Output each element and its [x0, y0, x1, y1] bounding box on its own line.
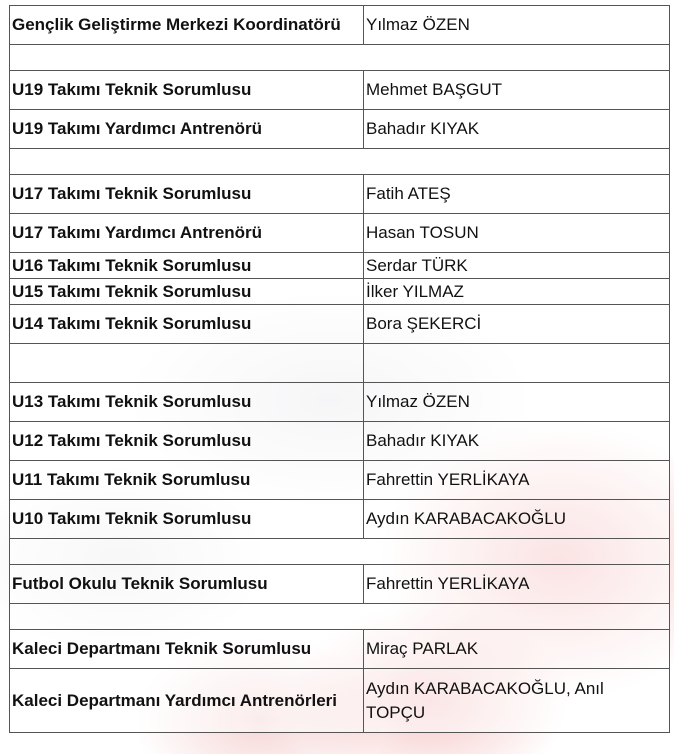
table-row [10, 461, 670, 500]
spacer-cell [10, 45, 670, 71]
spacer-cell [10, 344, 364, 383]
table-row [10, 383, 670, 422]
spacer-cell [364, 344, 670, 383]
name-cell: Yılmaz ÖZEN [364, 6, 670, 45]
role-cell: Futbol Okulu Teknik Sorumlusu [10, 565, 364, 604]
role-cell: Gençlik Geliştirme Merkezi Koordinatörü [10, 6, 364, 45]
role-cell: U17 Takımı Yardımcı Antrenörü [10, 214, 364, 253]
table-row [10, 110, 670, 149]
role-cell: U12 Takımı Teknik Sorumlusu [10, 422, 364, 461]
name-cell: Yılmaz ÖZEN [364, 383, 670, 422]
name-cell: Miraç PARLAK [364, 630, 670, 669]
spacer-row [10, 604, 670, 630]
table-row [10, 422, 670, 461]
spacer-cell [10, 539, 670, 565]
table-row [10, 175, 670, 214]
name-cell: Aydın KARABACAKOĞLU [364, 500, 670, 539]
spacer-cell [10, 604, 670, 630]
name-cell: Mehmet BAŞGUT [364, 71, 670, 110]
name-cell: Bahadır KIYAK [364, 422, 670, 461]
role-cell: U10 Takımı Teknik Sorumlusu [10, 500, 364, 539]
table-row [10, 305, 670, 344]
role-cell: U17 Takımı Teknik Sorumlusu [10, 175, 364, 214]
table-row [10, 630, 670, 669]
role-cell: U15 Takımı Teknik Sorumlusu [10, 279, 364, 305]
staff-table-body [10, 6, 670, 733]
table-row [10, 500, 670, 539]
name-cell: Bora ŞEKERCİ [364, 305, 670, 344]
table-row [10, 279, 670, 305]
spacer-row [10, 149, 670, 175]
role-cell: U14 Takımı Teknik Sorumlusu [10, 305, 364, 344]
staff-table [9, 5, 670, 733]
table-row [10, 565, 670, 604]
name-cell: Aydın KARABACAKOĞLU, Anıl TOPÇU [364, 669, 670, 733]
role-cell: Kaleci Departmanı Yardımcı Antrenörleri [10, 669, 364, 733]
role-cell: U19 Takımı Yardımcı Antrenörü [10, 110, 364, 149]
spacer-row [10, 344, 670, 383]
spacer-row [10, 539, 670, 565]
table-row [10, 669, 670, 733]
role-cell: U19 Takımı Teknik Sorumlusu [10, 71, 364, 110]
role-cell: U11 Takımı Teknik Sorumlusu [10, 461, 364, 500]
spacer-cell [10, 149, 670, 175]
name-cell: Bahadır KIYAK [364, 110, 670, 149]
name-cell: Fahrettin YERLİKAYA [364, 461, 670, 500]
name-cell: Fatih ATEŞ [364, 175, 670, 214]
name-cell: Serdar TÜRK [364, 253, 670, 279]
table-row [10, 214, 670, 253]
name-cell: İlker YILMAZ [364, 279, 670, 305]
table-row [10, 6, 670, 45]
spacer-row [10, 45, 670, 71]
role-cell: U16 Takımı Teknik Sorumlusu [10, 253, 364, 279]
table-row [10, 253, 670, 279]
name-cell: Fahrettin YERLİKAYA [364, 565, 670, 604]
role-cell: U13 Takımı Teknik Sorumlusu [10, 383, 364, 422]
name-cell: Hasan TOSUN [364, 214, 670, 253]
role-cell: Kaleci Departmanı Teknik Sorumlusu [10, 630, 364, 669]
table-row [10, 71, 670, 110]
